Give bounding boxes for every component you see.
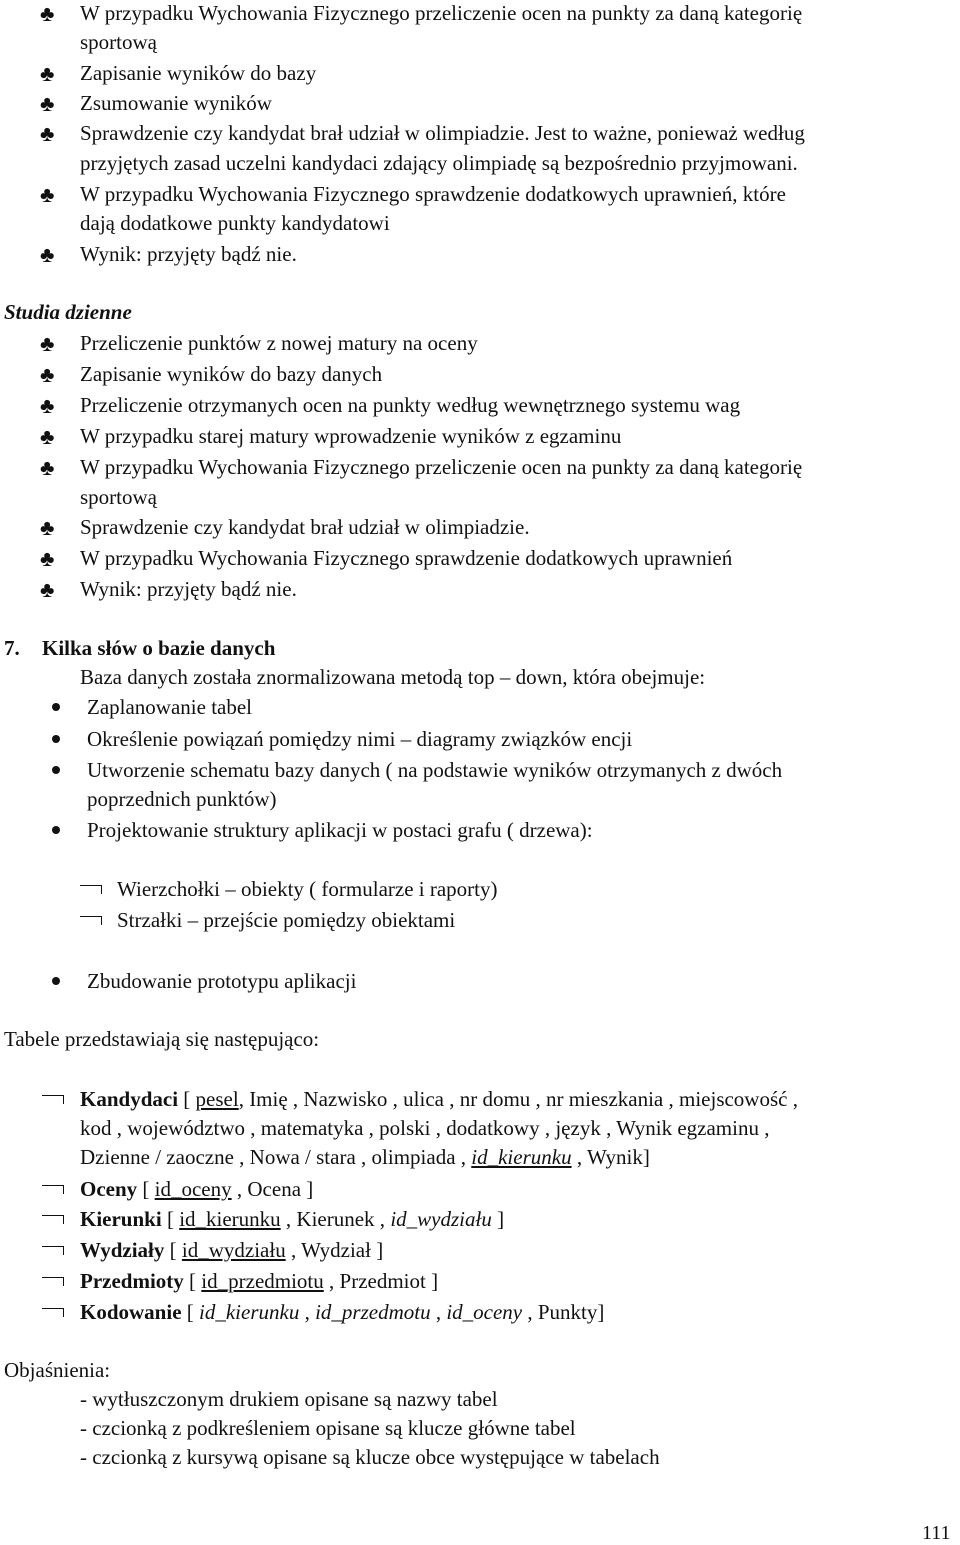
negation-bullet-icon bbox=[42, 1185, 64, 1194]
list-item-continuation: dają dodatkowe punkty kandydatowi bbox=[80, 211, 390, 235]
club-bullet-icon: ♣ bbox=[40, 362, 55, 387]
table-name: Oceny bbox=[80, 1177, 138, 1201]
explanation-item: - czcionką z kursywą opisane są klucze obce występujące w tabelach bbox=[80, 1445, 660, 1469]
club-bullet-icon: ♣ bbox=[40, 121, 55, 146]
table-przedmioty: Przedmioty [ id_przedmiotu , Przedmiot ] bbox=[80, 1269, 439, 1293]
negation-bullet-icon bbox=[42, 1215, 64, 1224]
table-fields: , Imię , Nazwisko , ulica , nr domu , nr mieszkania , miejscowość , bbox=[238, 1087, 798, 1111]
explanation-item: - wytłuszczonym drukiem opisane są nazwy tabel bbox=[80, 1387, 498, 1411]
club-bullet-icon: ♣ bbox=[40, 455, 55, 480]
list-item: Wynik: przyjęty bądź nie. bbox=[80, 577, 297, 601]
club-bullet-icon: ♣ bbox=[40, 546, 55, 571]
table-fields: , Wynik] bbox=[576, 1145, 650, 1169]
club-bullet-icon: ♣ bbox=[40, 61, 55, 86]
list-item-continuation: sportową bbox=[80, 30, 157, 54]
list-item: Wynik: przyjęty bądź nie. bbox=[80, 242, 297, 266]
table-fields: , Punkty] bbox=[527, 1300, 605, 1324]
club-bullet-icon: ♣ bbox=[40, 182, 55, 207]
section-number: 7. bbox=[4, 636, 20, 660]
table-fields: Dzienne / zaoczne , Nowa / stara , olimpiada , bbox=[80, 1145, 472, 1169]
bullet-item-continuation: poprzednich punktów) bbox=[87, 787, 277, 811]
table-kandydaci-line2: kod , województwo , matematyka , polski , dodatkowy , język , Wynik egzaminu , bbox=[80, 1116, 770, 1140]
club-bullet-icon: ♣ bbox=[40, 1, 55, 26]
list-item: W przypadku Wychowania Fizycznego sprawdzenie dodatkowych uprawnień bbox=[80, 546, 733, 570]
club-bullet-icon: ♣ bbox=[40, 424, 55, 449]
table-name: Przedmioty bbox=[80, 1269, 184, 1293]
bullet-item: Zbudowanie prototypu aplikacji bbox=[87, 969, 357, 993]
club-bullet-icon: ♣ bbox=[40, 91, 55, 116]
section-intro: Baza danych została znormalizowana metodą top – down, która obejmuje: bbox=[80, 665, 706, 689]
bullet-item: Utworzenie schematu bazy danych ( na podstawie wyników otrzymanych z dwóch bbox=[87, 758, 783, 782]
list-item: W przypadku Wychowania Fizycznego przeliczenie ocen na punkty za daną kategorię bbox=[80, 455, 803, 479]
list-item: Zapisanie wyników do bazy bbox=[80, 61, 317, 85]
club-bullet-icon: ♣ bbox=[40, 515, 55, 540]
negation-bullet-icon bbox=[42, 1277, 64, 1286]
list-item: Sprawdzenie czy kandydat brał udział w olimpiadzie. Jest to ważne, ponieważ według bbox=[80, 121, 805, 145]
list-item-continuation: sportową bbox=[80, 485, 157, 509]
list-item: Sprawdzenie czy kandydat brał udział w olimpiadzie. bbox=[80, 515, 530, 539]
bullet-item: Zaplanowanie tabel bbox=[87, 695, 253, 719]
table-kandydaci-line3 bbox=[80, 1145, 650, 1169]
graph-item: Strzałki – przejście pomiędzy obiektami bbox=[117, 908, 456, 932]
bullet-dot-icon bbox=[52, 977, 60, 985]
negation-bullet-icon bbox=[42, 1095, 64, 1104]
foreign-key: id_wydziału bbox=[390, 1207, 492, 1231]
bullet-item: Projektowanie struktury aplikacji w postaci grafu ( drzewa): bbox=[87, 818, 593, 842]
negation-bullet-icon bbox=[42, 1246, 64, 1255]
table-fields: , Kierunek , bbox=[285, 1207, 391, 1231]
list-item: W przypadku Wychowania Fizycznego przeliczenie ocen na punkty za daną kategorię bbox=[80, 1, 803, 25]
primary-key: id_wydziału bbox=[181, 1238, 286, 1262]
section-heading-studia: Studia dzienne bbox=[4, 300, 132, 324]
club-bullet-icon: ♣ bbox=[40, 331, 55, 356]
bullet-item: Określenie powiązań pomiędzy nimi – diagramy związków encji bbox=[87, 727, 633, 751]
club-bullet-icon: ♣ bbox=[40, 393, 55, 418]
bullet-dot-icon bbox=[52, 735, 60, 743]
table-name: Kandydaci bbox=[80, 1087, 179, 1111]
negation-bullet-icon bbox=[80, 885, 102, 894]
list-item: Przeliczenie punktów z nowej matury na oceny bbox=[80, 331, 478, 355]
table-name: Kodowanie bbox=[80, 1300, 182, 1324]
bullet-dot-icon bbox=[52, 703, 60, 711]
primary-key: pesel bbox=[195, 1087, 239, 1111]
primary-key: id_przedmiotu bbox=[201, 1269, 324, 1293]
table-name: Kierunki bbox=[80, 1207, 162, 1231]
table-oceny: Oceny [ id_oceny , Ocena ] bbox=[80, 1177, 314, 1201]
list-item: W przypadku Wychowania Fizycznego sprawdzenie dodatkowych uprawnień, które bbox=[80, 182, 786, 206]
foreign-key: id_kierunku bbox=[471, 1145, 572, 1169]
foreign-key: id_kierunku bbox=[199, 1300, 300, 1324]
negation-bullet-icon bbox=[80, 916, 102, 925]
list-item-continuation: przyjętych zasad uczelni kandydaci zdający olimpiadę są bezpośrednio przyjmowani. bbox=[80, 151, 798, 175]
negation-bullet-icon bbox=[42, 1308, 64, 1317]
foreign-key: id_przedmotu bbox=[315, 1300, 431, 1324]
foreign-key: id_oceny bbox=[446, 1300, 523, 1324]
primary-key: id_oceny bbox=[154, 1177, 232, 1201]
bullet-dot-icon bbox=[52, 826, 60, 834]
explanation-item: - czcionką z podkreśleniem opisane są klucze główne tabel bbox=[80, 1416, 576, 1440]
table-name: Wydziały bbox=[80, 1238, 165, 1262]
club-bullet-icon: ♣ bbox=[40, 577, 55, 602]
table-fields: , Ocena ] bbox=[236, 1177, 314, 1201]
table-kodowanie: Kodowanie [ id_kierunku , id_przedmotu , id_oceny , Punkty] bbox=[80, 1300, 605, 1324]
primary-key: id_kierunku bbox=[179, 1207, 281, 1231]
explanations-heading: Objaśnienia: bbox=[4, 1358, 111, 1382]
bullet-dot-icon bbox=[52, 766, 60, 774]
graph-item: Wierzchołki – obiekty ( formularze i raporty) bbox=[117, 877, 498, 901]
club-bullet-icon: ♣ bbox=[40, 242, 55, 267]
page-number: 111 bbox=[922, 1522, 951, 1544]
table-fields: , Wydział ] bbox=[290, 1238, 384, 1262]
list-item: Zapisanie wyników do bazy danych bbox=[80, 362, 383, 386]
tables-intro: Tabele przedstawiają się następująco: bbox=[4, 1027, 320, 1051]
table-fields: , Przedmiot ] bbox=[329, 1269, 439, 1293]
table-kandydaci-line1: Kandydaci [ pesel, Imię , Nazwisko , ulica , nr domu , nr mieszkania , miejscowość , bbox=[80, 1087, 798, 1111]
list-item: Zsumowanie wyników bbox=[80, 91, 272, 115]
list-item: W przypadku starej matury wprowadzenie wyników z egzaminu bbox=[80, 424, 622, 448]
table-wydzialy: Wydziały [ id_wydziału , Wydział ] bbox=[80, 1238, 384, 1262]
list-item: Przeliczenie otrzymanych ocen na punkty według wewnętrznego systemu wag bbox=[80, 393, 741, 417]
section-title: Kilka słów o bazie danych bbox=[42, 636, 276, 660]
table-fields: ] bbox=[491, 1207, 505, 1231]
table-kierunki: Kierunki [ id_kierunku , Kierunek , id_wydziału ] bbox=[80, 1207, 505, 1231]
